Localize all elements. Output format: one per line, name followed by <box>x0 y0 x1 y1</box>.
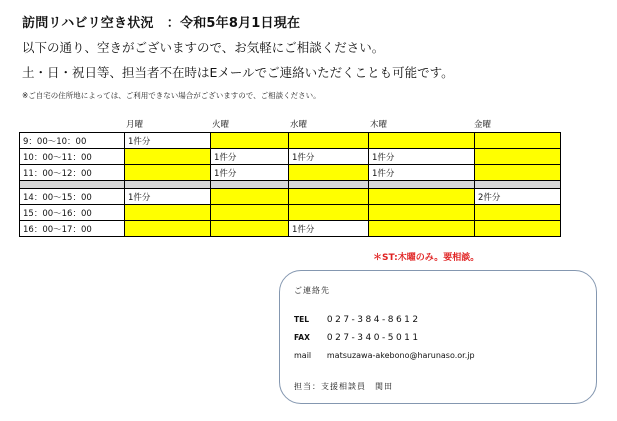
availability-cell <box>289 133 369 149</box>
time-slot-cell: 11：00〜12：00 <box>20 165 125 181</box>
availability-cell <box>369 189 475 205</box>
intro-text: 以下の通り、空きがございますので、お気軽にご相談ください。 <box>22 40 385 55</box>
day-header-mon: 月曜 <box>126 120 144 130</box>
fax-number: 027-340-5011 <box>326 333 421 343</box>
address-note: ※ご自宅の住所地によっては、ご利用できない場合がございますので、ご相談ください。 <box>22 91 321 100</box>
staff-name: 担当：支援相談員 関田 <box>294 382 393 391</box>
table-row <box>20 165 561 181</box>
availability-cell <box>369 205 475 221</box>
time-slot-cell: 16：00〜17：00 <box>20 221 125 237</box>
separator-cell <box>289 181 369 189</box>
availability-cell <box>125 165 211 181</box>
time-slot-cell: 10：00〜11：00 <box>20 149 125 165</box>
availability-cell: 1件分 <box>125 133 211 149</box>
availability-cell <box>475 133 561 149</box>
availability-cell: 1件分 <box>125 189 211 205</box>
availability-cell <box>211 205 289 221</box>
fax-row <box>294 333 421 343</box>
tel-number[interactable]: 027-384-8612 <box>326 315 421 325</box>
availability-cell: 1件分 <box>289 149 369 165</box>
availability-cell: 1件分 <box>369 149 475 165</box>
availability-cell <box>289 189 369 205</box>
table-row <box>20 149 561 165</box>
time-slot-cell: 9：00〜10：00 <box>20 133 125 149</box>
tel-label: TEL <box>294 315 310 324</box>
lunch-separator-row <box>20 181 561 189</box>
time-slot-cell: 15：00〜16：00 <box>20 205 125 221</box>
page-title: 訪問リハビリ空き状況 ：令和5年8月1日現在 <box>22 16 301 31</box>
availability-cell: 1件分 <box>369 165 475 181</box>
mail-address[interactable]: matsuzawa-akebono@harunaso.or.jp <box>326 351 475 360</box>
availability-cell <box>289 205 369 221</box>
table-row <box>20 221 561 237</box>
table-row <box>20 205 561 221</box>
st-note: ＊ST:木曜のみ。要相談。 <box>373 253 480 263</box>
day-header-fri: 金曜 <box>474 120 492 130</box>
day-header-tue: 火曜 <box>212 120 230 130</box>
day-header-wed: 水曜 <box>290 120 308 130</box>
availability-table <box>19 132 561 237</box>
availability-cell: 1件分 <box>289 221 369 237</box>
availability-cell <box>125 205 211 221</box>
time-slot-cell: 14：00〜15：00 <box>20 189 125 205</box>
availability-cell: 2件分 <box>475 189 561 205</box>
contact-box <box>279 270 597 404</box>
availability-cell <box>211 221 289 237</box>
availability-cell <box>475 205 561 221</box>
availability-cell <box>475 149 561 165</box>
availability-cell <box>475 165 561 181</box>
contact-heading: ご連絡先 <box>294 286 330 295</box>
email-note-text: 土・日・祝日等、担当者不在時はEメールでご連絡いただくことも可能です。 <box>22 65 454 80</box>
day-header-row <box>20 118 560 132</box>
tel-row <box>294 315 421 325</box>
table-row <box>20 133 561 149</box>
availability-cell <box>211 133 289 149</box>
availability-cell <box>475 221 561 237</box>
mail-row <box>294 351 475 361</box>
day-header-thu: 木曜 <box>370 120 388 130</box>
separator-cell <box>211 181 289 189</box>
separator-cell <box>125 181 211 189</box>
availability-cell <box>289 165 369 181</box>
availability-cell: 1件分 <box>211 165 289 181</box>
table-row <box>20 189 561 205</box>
availability-cell: 1件分 <box>211 149 289 165</box>
availability-cell <box>369 133 475 149</box>
separator-cell <box>20 181 125 189</box>
availability-cell <box>125 221 211 237</box>
separator-cell <box>369 181 475 189</box>
availability-cell <box>369 221 475 237</box>
mail-label: mail <box>294 351 312 360</box>
separator-cell <box>475 181 561 189</box>
fax-label: FAX <box>294 333 310 342</box>
availability-cell <box>125 149 211 165</box>
availability-cell <box>211 189 289 205</box>
